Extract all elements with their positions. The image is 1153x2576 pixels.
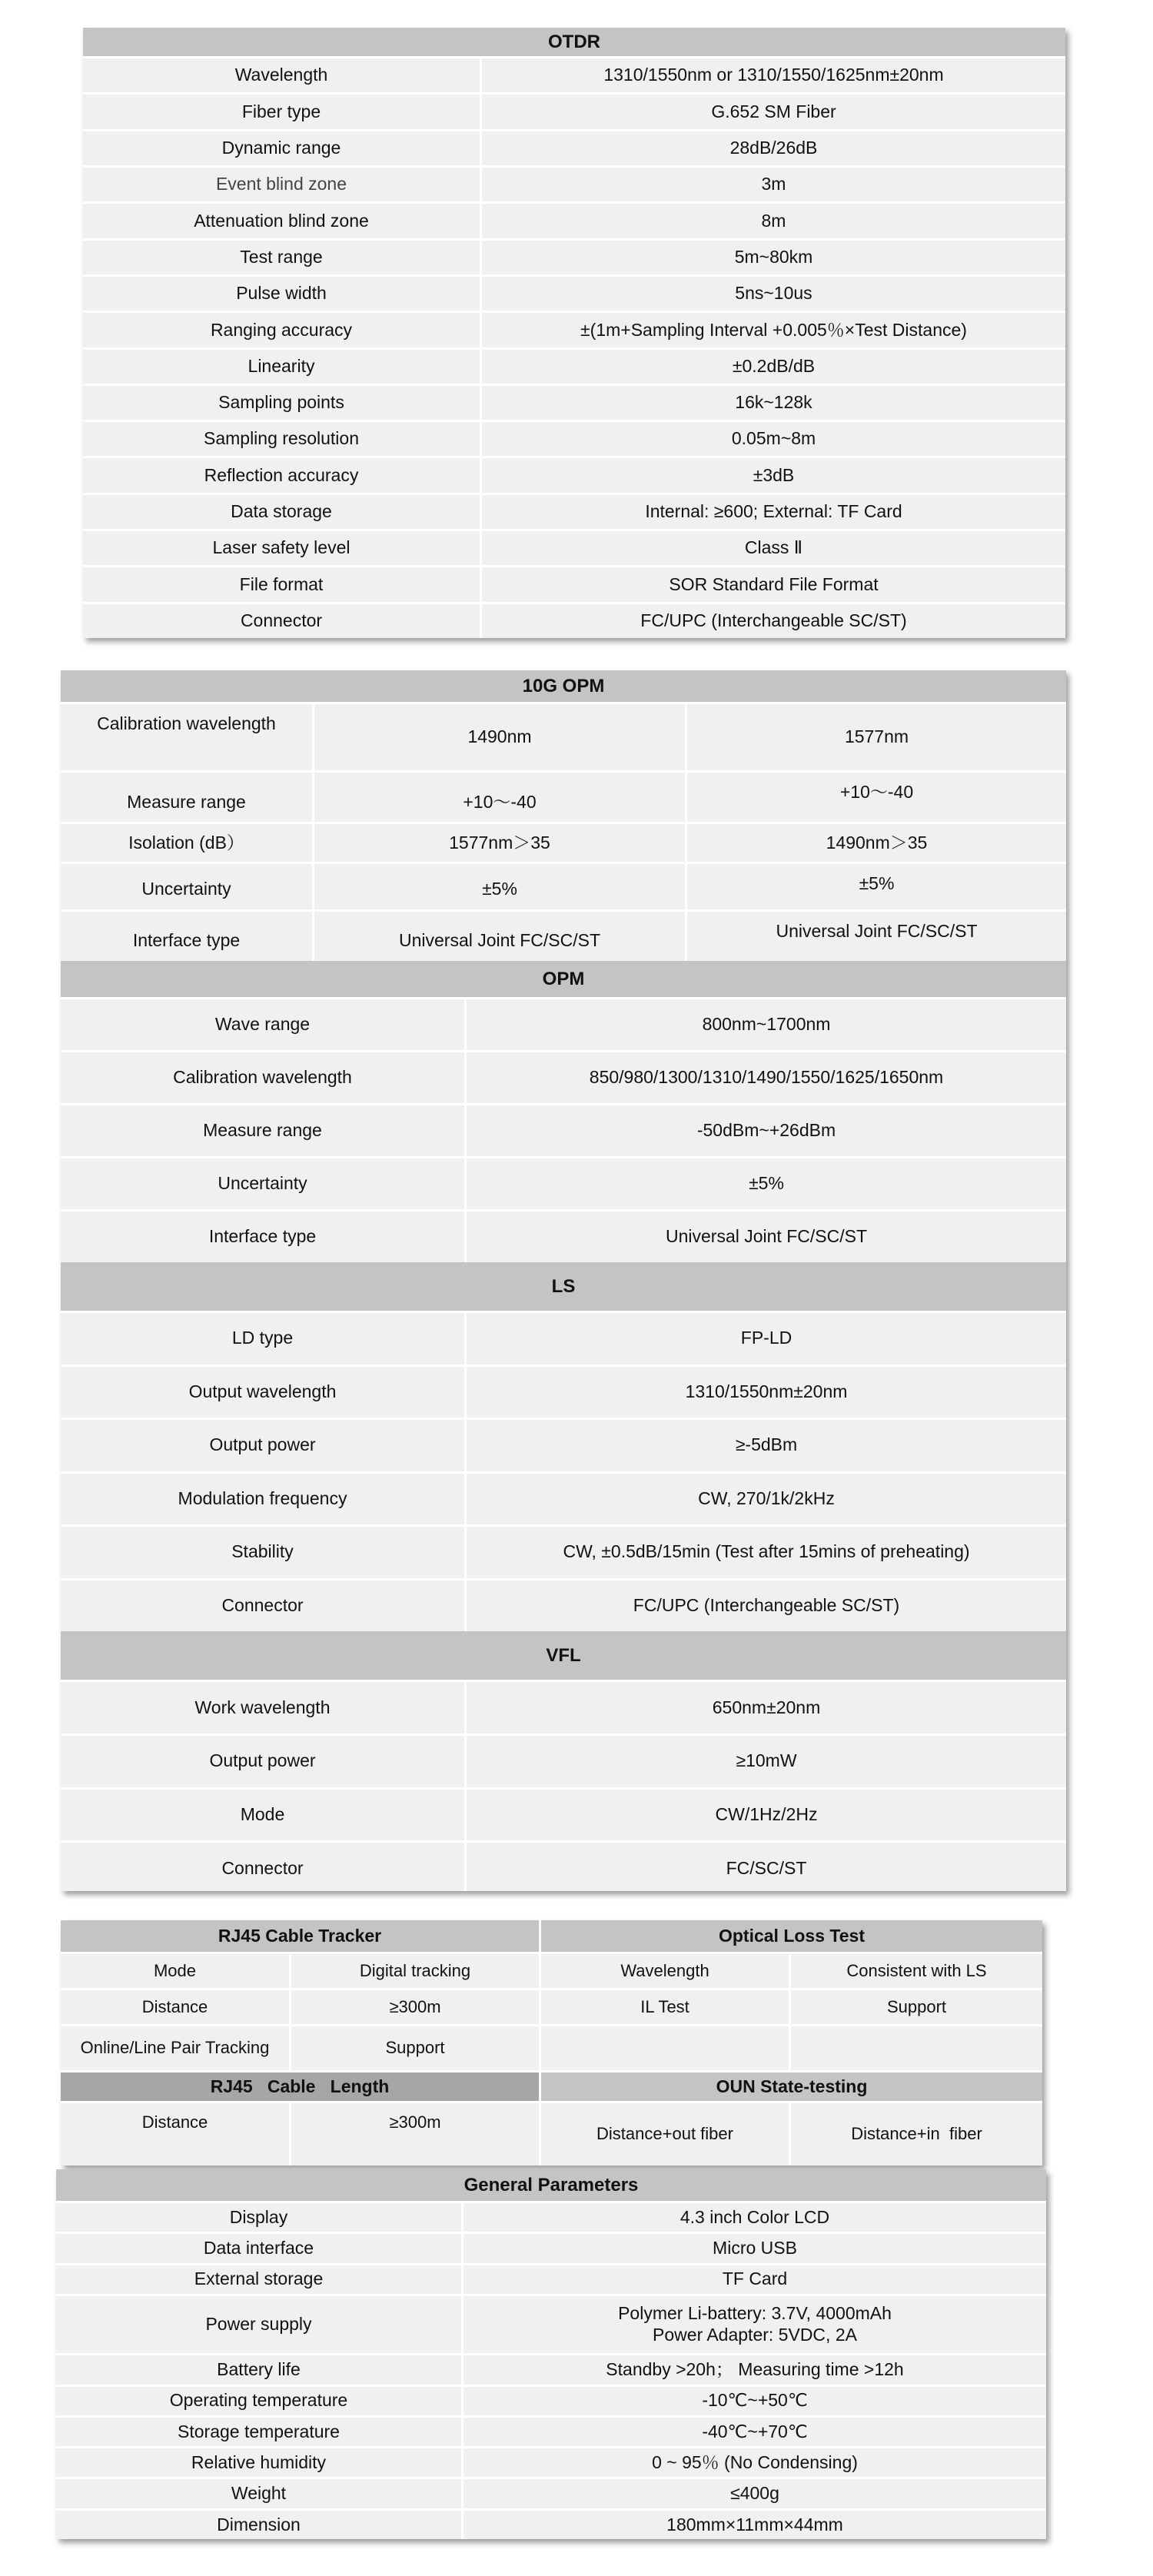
table-row xyxy=(83,531,1065,567)
grid-cell: Distance xyxy=(141,1996,208,2016)
table-row xyxy=(56,2511,1046,2539)
spec-value: ±3dB xyxy=(480,458,1065,492)
spec-value: 650nm±20nm xyxy=(464,1682,1066,1733)
grid-cell: Online/Line Pair Tracking xyxy=(80,2038,270,2058)
spec-value: 5ns~10us xyxy=(480,277,1065,311)
spec-label: Attenuation blind zone xyxy=(194,210,369,231)
table-row xyxy=(61,1158,1066,1212)
spec-value: 1490nm xyxy=(312,704,685,770)
table-row xyxy=(83,458,1065,494)
table-row xyxy=(83,495,1065,531)
ls-title: LS xyxy=(61,1262,1066,1313)
spec-value: CW/1Hz/2Hz xyxy=(464,1790,1066,1841)
spec-label: Event blind zone xyxy=(215,174,347,194)
spec-label: Ranging accuracy xyxy=(210,319,353,340)
spec-value: 1310/1550nm±20nm xyxy=(464,1367,1066,1418)
spec-value: Standby >20h； Measuring time >12h xyxy=(461,2355,1046,2384)
grid-cell: Digital tracking xyxy=(289,1954,539,1988)
table-row xyxy=(83,204,1065,240)
table-row xyxy=(61,1990,1042,2026)
spec-label: External storage xyxy=(194,2269,324,2289)
grid-header-row xyxy=(61,1920,1042,1954)
otdr-table xyxy=(83,28,1065,638)
table-row xyxy=(61,1843,1066,1891)
spec-label: Linearity xyxy=(248,355,315,376)
grid-cell: ≥300m xyxy=(289,2103,539,2166)
spec-label: Weight xyxy=(231,2483,287,2504)
general-parameters-table xyxy=(56,2169,1046,2539)
spec-label: Calibration wavelength xyxy=(97,713,276,733)
table-row xyxy=(83,131,1065,168)
spec-label: LD type xyxy=(231,1328,294,1348)
spec-label: Stability xyxy=(231,1541,294,1562)
grid-cell: Consistent with LS xyxy=(789,1954,1042,1988)
spec-label: Output wavelength xyxy=(188,1381,337,1401)
spec-label: Dynamic range xyxy=(221,137,341,158)
spec-label: Test range xyxy=(240,246,323,267)
spec-label: Sampling resolution xyxy=(203,428,359,449)
spec-value: 180mm×11mm×44mm xyxy=(461,2511,1046,2539)
spec-value: ±5% xyxy=(312,864,685,909)
grid-cell: Support xyxy=(789,1990,1042,2024)
spec-label: Battery life xyxy=(217,2359,301,2380)
table-row xyxy=(61,2026,1042,2072)
spec-value: G.652 SM Fiber xyxy=(480,95,1065,128)
spec-value: +10～-40 xyxy=(312,773,685,822)
spec-value: Micro USB xyxy=(461,2234,1046,2262)
spec-label: Interface type xyxy=(208,1226,317,1247)
table-row xyxy=(56,2234,1046,2265)
table-row xyxy=(61,1420,1066,1474)
table-row xyxy=(61,2103,1042,2166)
spec-label: Modulation frequency xyxy=(178,1487,347,1508)
spec-value: TF Card xyxy=(461,2265,1046,2294)
spec-label: Laser safety level xyxy=(212,537,351,558)
spec-value: ≤400g xyxy=(461,2479,1046,2508)
spec-label: Output power xyxy=(209,1434,316,1455)
spec-label: Data interface xyxy=(203,2238,314,2259)
table-row xyxy=(83,95,1065,131)
spec-value: 4.3 inch Color LCD xyxy=(461,2203,1046,2232)
vfl-title: VFL xyxy=(61,1631,1066,1682)
table-row xyxy=(83,604,1065,638)
spec-label: Fiber type xyxy=(241,101,321,121)
optical-loss-title: Optical Loss Test xyxy=(539,1920,1042,1952)
table-row xyxy=(56,2265,1046,2296)
spec-value: Polymer Li-battery: 3.7V, 4000mAh Power Adapter: 5VDC, 2A xyxy=(461,2296,1046,2354)
spec-value: Universal Joint FC/SC/ST xyxy=(464,1212,1066,1262)
spec-value: ≥-5dBm xyxy=(464,1420,1066,1471)
table-row xyxy=(83,277,1065,313)
spec-label: Data storage xyxy=(231,501,332,522)
table-row xyxy=(61,704,1066,773)
spec-label: Measure range xyxy=(127,791,246,812)
grid-cell: IL Test xyxy=(539,1990,789,2024)
rj45-tracker-title: RJ45 Cable Tracker xyxy=(218,1925,382,1946)
table-row xyxy=(61,1790,1066,1843)
spec-value: Class Ⅱ xyxy=(480,531,1065,565)
spec-label: Storage temperature xyxy=(178,2421,340,2441)
spec-label: Connector xyxy=(221,1857,304,1878)
grid-cell: Support xyxy=(289,2026,539,2070)
spec-label: Display xyxy=(229,2206,288,2227)
rj45-optical-loss-table xyxy=(61,1920,1042,2166)
spec-value: 16k~128k xyxy=(480,386,1065,420)
table-row xyxy=(61,1954,1042,1990)
table-row xyxy=(83,241,1065,277)
table-row xyxy=(56,2355,1046,2386)
spec-value: 1490nm＞35 xyxy=(685,824,1066,861)
spec-value: 5m~80km xyxy=(480,241,1065,274)
table-row xyxy=(61,1581,1066,1632)
spec-label: Connector xyxy=(240,610,323,631)
spec-value: ±0.2dB/dB xyxy=(480,350,1065,384)
spec-value: 1577nm xyxy=(685,704,1066,770)
grid-cell: Distance+in fiber xyxy=(789,2103,1042,2166)
spec-label: Pulse width xyxy=(236,283,327,304)
spec-label: Operating temperature xyxy=(169,2390,348,2411)
spec-value: 3m xyxy=(480,168,1065,201)
opm10g-title: 10G OPM xyxy=(61,670,1066,704)
spec-label: Reflection accuracy xyxy=(204,464,359,485)
table-row xyxy=(83,313,1065,349)
table-row xyxy=(56,2479,1046,2510)
spec-label: Uncertainty xyxy=(141,879,231,899)
otdr-title: OTDR xyxy=(83,28,1065,58)
spec-value: 0 ~ 95％ (No Condensing) xyxy=(461,2448,1046,2477)
table-row xyxy=(61,773,1066,824)
grid-cell: Distance+out fiber xyxy=(539,2103,789,2166)
spec-label: Power supply xyxy=(205,2314,312,2335)
spec-value: FC/UPC (Interchangeable SC/ST) xyxy=(480,604,1065,638)
spec-label: Measure range xyxy=(203,1120,322,1141)
table-row xyxy=(83,567,1065,603)
table-row xyxy=(83,350,1065,386)
spec-value: FP-LD xyxy=(464,1313,1066,1364)
optical-modules-table xyxy=(61,670,1066,1891)
spec-value: FC/SC/ST xyxy=(464,1843,1066,1891)
spec-value: 0.05m~8m xyxy=(480,422,1065,456)
ls-rows xyxy=(61,1313,1066,1631)
spec-value: ±5% xyxy=(685,864,1066,909)
grid-cell: Mode xyxy=(153,1960,197,1980)
spec-value: 850/980/1300/1310/1490/1550/1625/1650nm xyxy=(464,1052,1066,1103)
grid-cell xyxy=(539,2026,789,2070)
grid-cell: ≥300m xyxy=(289,1990,539,2024)
table-row xyxy=(83,386,1065,422)
spec-label: Uncertainty xyxy=(218,1173,307,1194)
spec-value: -40℃~+70℃ xyxy=(461,2418,1046,2446)
grid-header-row xyxy=(61,2072,1042,2103)
spec-value: Universal Joint FC/SC/ST xyxy=(685,912,1066,961)
spec-value: FC/UPC (Interchangeable SC/ST) xyxy=(464,1581,1066,1632)
general-title: General Parameters xyxy=(56,2169,1046,2203)
table-row xyxy=(56,2203,1046,2234)
spec-value: +10～-40 xyxy=(685,773,1066,822)
spec-label: Output power xyxy=(209,1750,316,1771)
table-row xyxy=(61,824,1066,863)
spec-label: Wavelength xyxy=(234,65,328,85)
opm10g-rows xyxy=(61,704,1066,961)
oun-title: OUN State-testing xyxy=(539,2072,1042,2101)
spec-value: ±5% xyxy=(464,1158,1066,1209)
spec-value: Internal: ≥600; External: TF Card xyxy=(480,495,1065,529)
otdr-rows xyxy=(83,58,1065,638)
table-row xyxy=(61,864,1066,912)
table-row xyxy=(83,168,1065,204)
table-row xyxy=(61,1367,1066,1421)
spec-label: Calibration wavelength xyxy=(173,1067,352,1088)
vfl-rows xyxy=(61,1682,1066,1891)
spec-label: Wave range xyxy=(214,1014,311,1035)
spec-value: CW, ±0.5dB/15min (Test after 15mins of preheating) xyxy=(464,1527,1066,1578)
spec-value: Universal Joint FC/SC/ST xyxy=(312,912,685,961)
spec-value: -10℃~+50℃ xyxy=(461,2387,1046,2415)
spec-value: 8m xyxy=(480,204,1065,238)
spec-value: SOR Standard File Format xyxy=(480,567,1065,601)
spec-label: Dimension xyxy=(217,2514,301,2534)
opm-title: OPM xyxy=(61,961,1066,999)
opm-rows xyxy=(61,999,1066,1262)
table-row xyxy=(61,1527,1066,1581)
spec-label: Mode xyxy=(240,1804,285,1825)
spec-label: Sampling points xyxy=(218,392,344,413)
table-row xyxy=(61,912,1066,961)
spec-value: -50dBm~+26dBm xyxy=(464,1105,1066,1156)
table-row xyxy=(61,1105,1066,1158)
table-row xyxy=(61,1313,1066,1367)
general-rows xyxy=(56,2203,1046,2539)
table-row xyxy=(61,1474,1066,1527)
table-row xyxy=(56,2448,1046,2479)
spec-value: 1577nm＞35 xyxy=(312,824,685,861)
table-row xyxy=(83,58,1065,95)
grid-cell xyxy=(789,2026,1042,2070)
grid-cell: Wavelength xyxy=(539,1954,789,1988)
spec-value: 28dB/26dB xyxy=(480,131,1065,165)
grid-cell: Distance xyxy=(141,2112,208,2132)
table-row xyxy=(61,1212,1066,1262)
spec-label: Work wavelength xyxy=(194,1697,331,1717)
spec-value: ≥10mW xyxy=(464,1736,1066,1787)
spec-label: Connector xyxy=(221,1594,304,1615)
spec-value: ±(1m+Sampling Interval +0.005％×Test Distance) xyxy=(480,313,1065,347)
spec-value: 1310/1550nm or 1310/1550/1625nm±20nm xyxy=(480,58,1065,92)
table-row xyxy=(83,422,1065,458)
table-row xyxy=(61,1682,1066,1736)
spec-value: 800nm~1700nm xyxy=(464,999,1066,1050)
spec-label: Relative humidity xyxy=(191,2451,327,2472)
spec-label: Interface type xyxy=(132,930,241,951)
table-row xyxy=(56,2418,1046,2448)
table-row xyxy=(61,999,1066,1052)
table-row xyxy=(61,1736,1066,1790)
spec-label: File format xyxy=(239,573,324,594)
spec-label: Isolation (dB） xyxy=(128,832,244,853)
table-row xyxy=(61,1052,1066,1105)
rj45-length-title: RJ45 Cable Length xyxy=(210,2076,390,2096)
table-row xyxy=(56,2296,1046,2356)
table-row xyxy=(56,2387,1046,2418)
spec-value: CW, 270/1k/2kHz xyxy=(464,1474,1066,1525)
